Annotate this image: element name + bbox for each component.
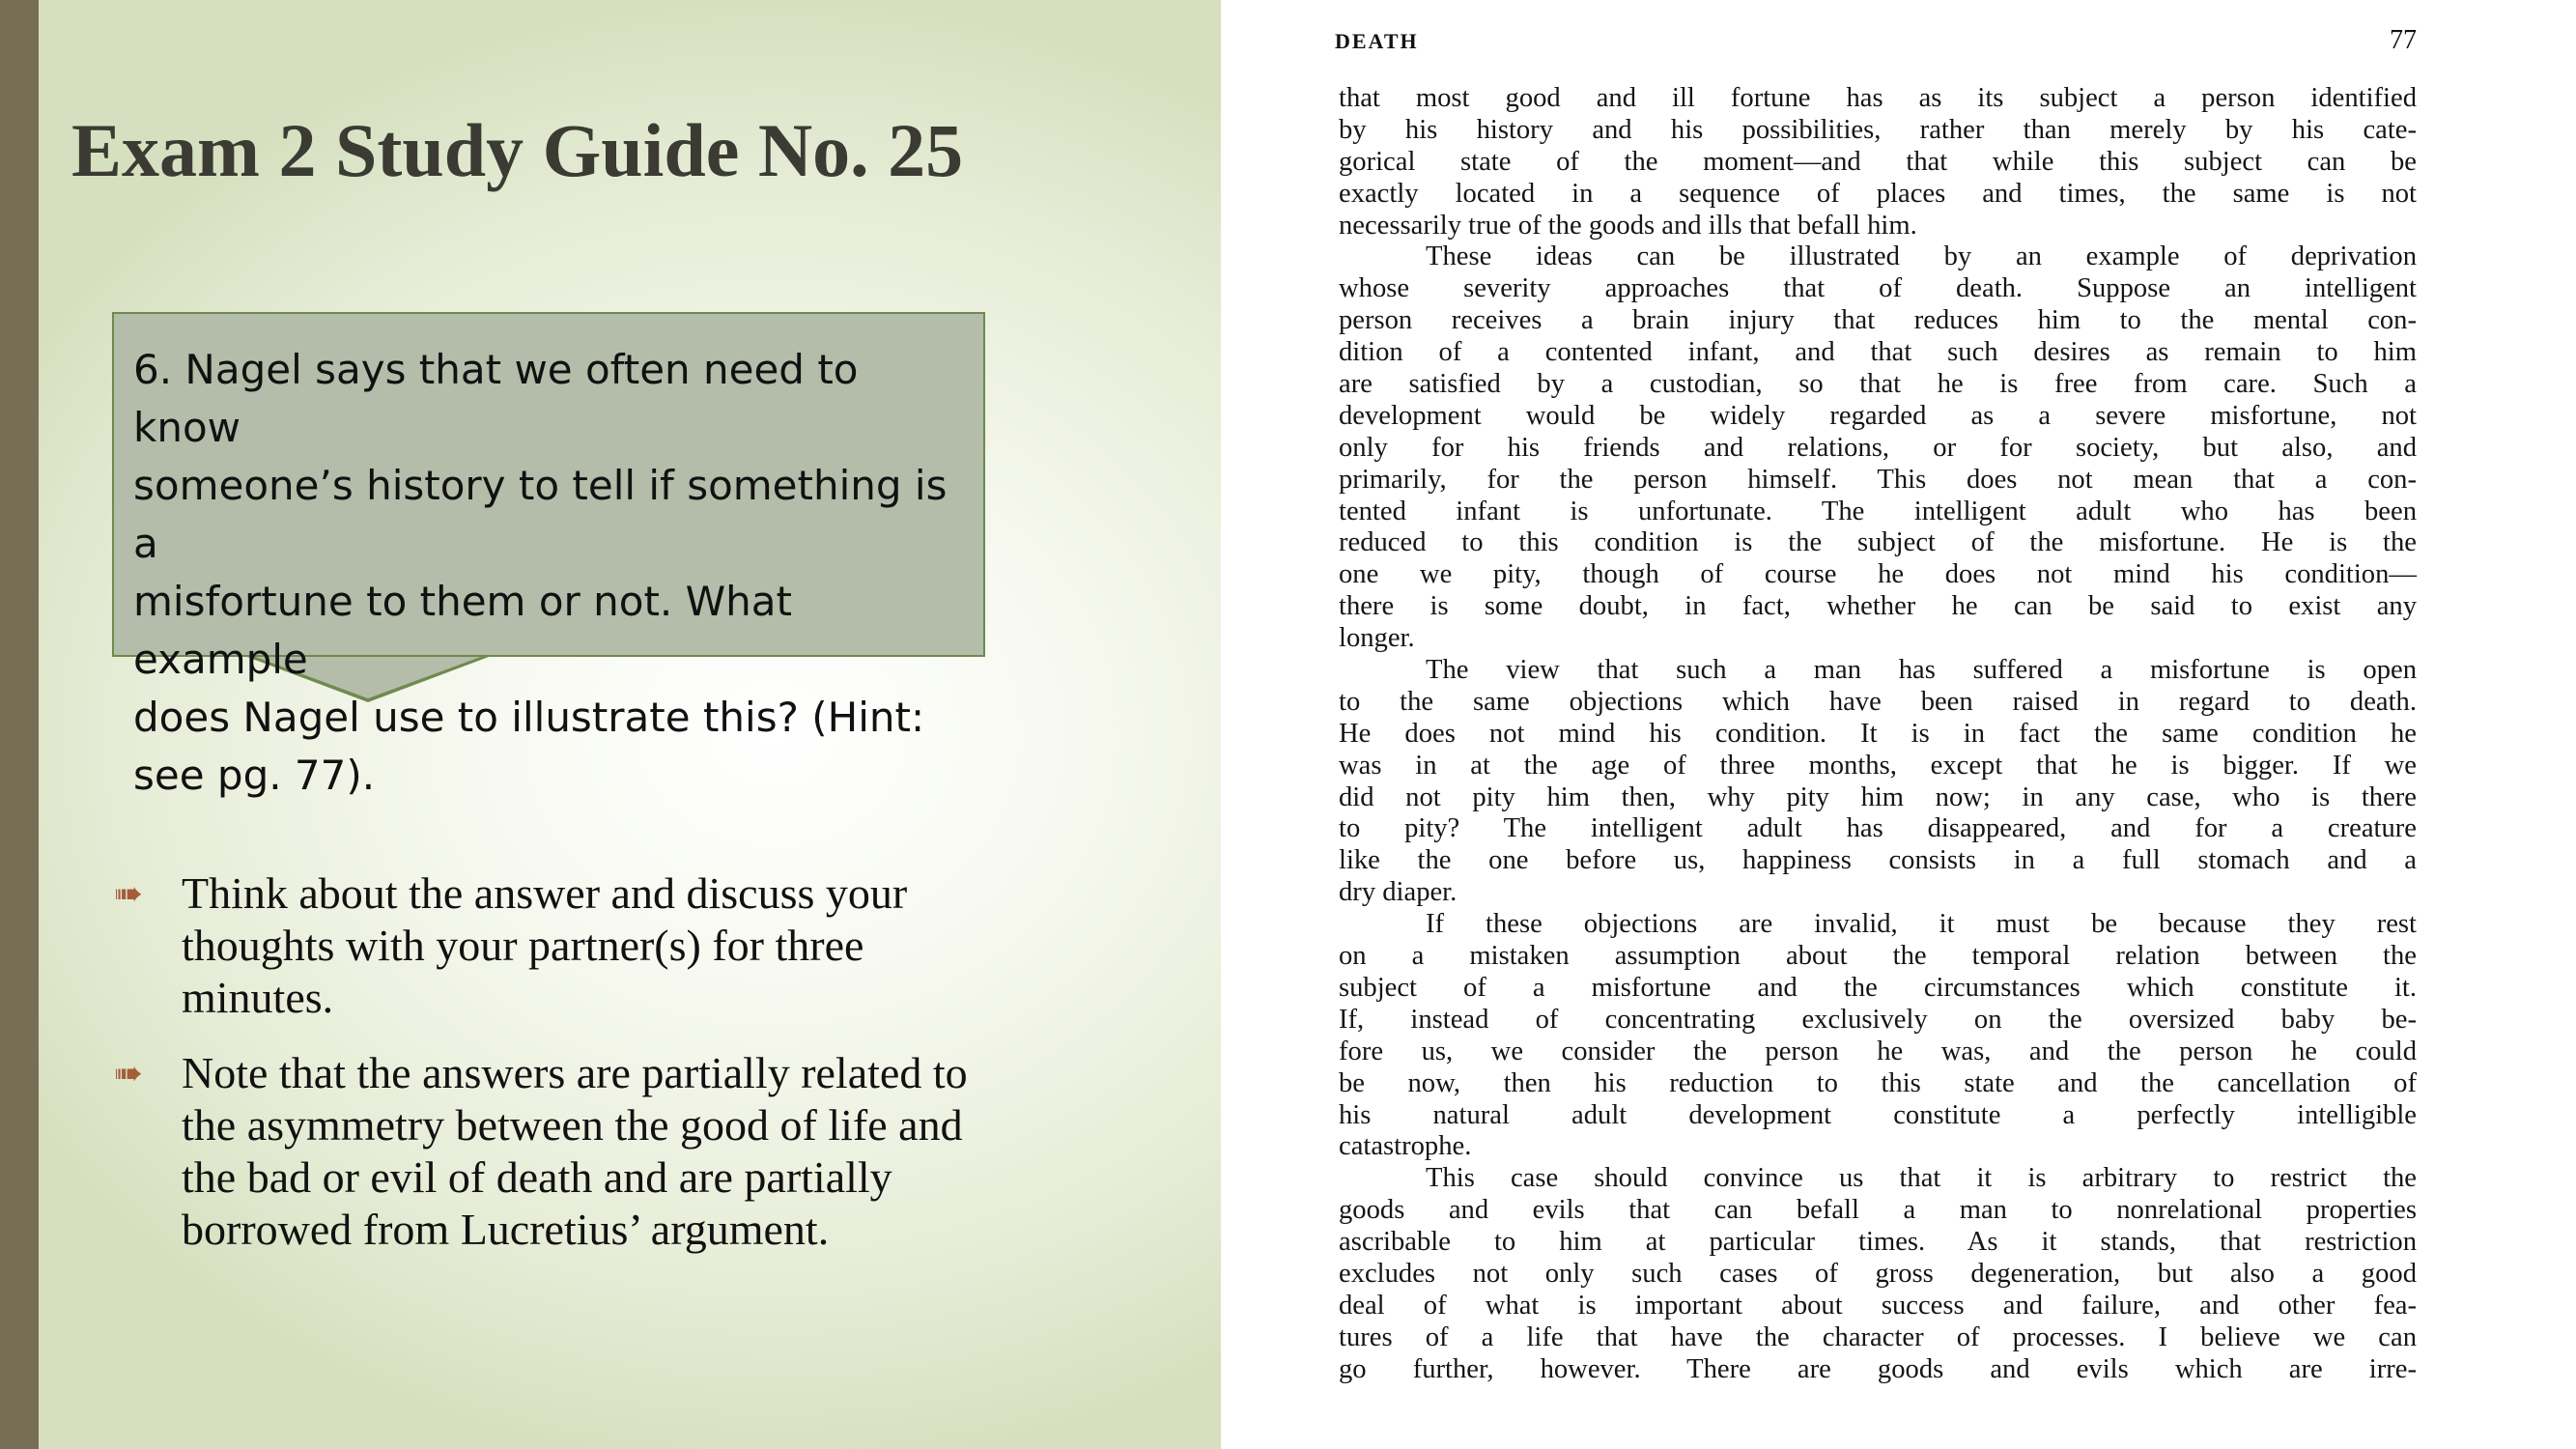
instruction-bullets xyxy=(106,867,1130,1279)
page-number: 77 xyxy=(2390,25,2417,55)
page-line: to the same objections which have been raised in regard to death. xyxy=(1339,686,2417,717)
page-line: tented infant is unfortunate. The intelligent adult who has been xyxy=(1339,496,2417,526)
bullet-line: borrowed from Lucretius’ argument. xyxy=(182,1205,830,1254)
page-line: was in at the age of three months, except that he is bigger. If we xyxy=(1339,750,2417,781)
page-line: goods and evils that can befall a man to nonrelational properties xyxy=(1339,1195,2417,1226)
page-line: did not pity him then, why pity him now; in any case, who is there xyxy=(1339,781,2417,812)
question-line: see pg. 77). xyxy=(133,752,376,799)
page-line: person receives a brain injury that reduces him to the mental con- xyxy=(1339,305,2417,336)
page-line: are satisfied by a custodian, so that he is free from care. Such a xyxy=(1339,369,2417,400)
bullet-item xyxy=(106,867,1130,1024)
question-line: someone’s history to tell if something is a xyxy=(133,462,948,567)
bullet-line: Think about the answer and discuss your xyxy=(182,868,908,918)
question-line: misfortune to them or not. What example xyxy=(133,578,792,683)
page-body xyxy=(1339,83,2417,1386)
page-line: dition of a contented infant, and that such desires as remain to him xyxy=(1339,337,2417,368)
page-line: catastrophe. xyxy=(1339,1131,1472,1162)
page-line: primarily, for the person himself. This does not mean that a con- xyxy=(1339,464,2417,495)
bullet-line: minutes. xyxy=(182,973,334,1022)
page-line: excludes not only such cases of gross degeneration, but also a good xyxy=(1339,1258,2417,1289)
page-line: whose severity approaches that of death. Suppose an intelligent xyxy=(1339,273,2417,304)
bullet-line: the asymmetry between the good of life and xyxy=(182,1100,963,1150)
page-line: development would be widely regarded as a severe misfortune, not xyxy=(1339,400,2417,431)
page-line: deal of what is important about success and failure, and other fea- xyxy=(1339,1290,2417,1321)
bullet-line: the bad or evil of death and are partially xyxy=(182,1152,892,1202)
arrow-bullet-icon: ➠ xyxy=(114,874,144,914)
page-line: gorical state of the moment—and that while this subject can be xyxy=(1339,146,2417,177)
question-callout xyxy=(112,312,985,799)
arrow-bullet-icon: ➠ xyxy=(114,1054,144,1094)
page-line: If these objections are invalid, it must be because they rest xyxy=(1426,909,2417,940)
page-line: to pity? The intelligent adult has disappeared, and for a creature xyxy=(1339,813,2417,844)
page-line: These ideas can be illustrated by an example of deprivation xyxy=(1426,242,2417,272)
question-line: 6. Nagel says that we often need to know xyxy=(133,346,859,451)
page-line: tures of a life that have the character of processes. I believe we can xyxy=(1339,1321,2417,1352)
page-line: like the one before us, happiness consists in a full stomach and a xyxy=(1339,845,2417,876)
page-line: there is some doubt, in fact, whether he can be said to exist any xyxy=(1339,591,2417,622)
page-line: that most good and ill fortune has as its subject a person identified xyxy=(1339,83,2417,113)
page-line: subject of a misfortune and the circumstances which constitute it. xyxy=(1339,972,2417,1003)
bullet-item xyxy=(106,1047,1130,1256)
page-line: He does not mind his condition. It is in fact the same condition he xyxy=(1339,718,2417,749)
running-head: DEATH xyxy=(1335,29,1419,53)
page-line: his natural adult development constitute a perfectly intelligible xyxy=(1339,1099,2417,1130)
bullet-line: Note that the answers are partially related to xyxy=(182,1048,968,1097)
page-line: fore us, we consider the person he was, and the person he could xyxy=(1339,1036,2417,1066)
page-line: on a mistaken assumption about the temporal relation between the xyxy=(1339,941,2417,972)
question-line: does Nagel use to illustrate this? (Hint: xyxy=(133,694,925,741)
page-line: by his history and his possibilities, rather than merely by his cate- xyxy=(1339,114,2417,145)
page-line: This case should convince us that it is arbitrary to restrict the xyxy=(1426,1163,2417,1194)
page-line: only for his friends and relations, or for society, but also, and xyxy=(1339,432,2417,463)
page-line: go further, however. There are goods and evils which are irre- xyxy=(1339,1353,2417,1384)
page-line: necessarily true of the goods and ills that befall him. xyxy=(1339,210,1917,241)
page-line: reduced to this condition is the subject of the misfortune. He is the xyxy=(1339,527,2417,558)
page-line: ascribable to him at particular times. As it stands, that restriction xyxy=(1339,1227,2417,1258)
page-line: longer. xyxy=(1339,623,1415,654)
page-line: exactly located in a sequence of places and times, the same is not xyxy=(1339,178,2417,209)
page-header xyxy=(1335,25,2417,54)
page-line: dry diaper. xyxy=(1339,877,1458,908)
left-accent-bar xyxy=(0,0,39,1449)
page-line: The view that such a man has suffered a misfortune is open xyxy=(1426,655,2417,686)
slide-title: Exam 2 Study Guide No. 25 xyxy=(71,108,964,192)
book-page-scan xyxy=(1221,0,2576,1449)
page-line: If, instead of concentrating exclusively on the oversized baby be- xyxy=(1339,1004,2417,1035)
page-line: one we pity, though of course he does not mind his condition— xyxy=(1339,559,2417,590)
question-text xyxy=(133,341,974,805)
page-line: be now, then his reduction to this state and the cancellation of xyxy=(1339,1067,2417,1098)
bullet-line: thoughts with your partner(s) for three xyxy=(182,921,864,970)
